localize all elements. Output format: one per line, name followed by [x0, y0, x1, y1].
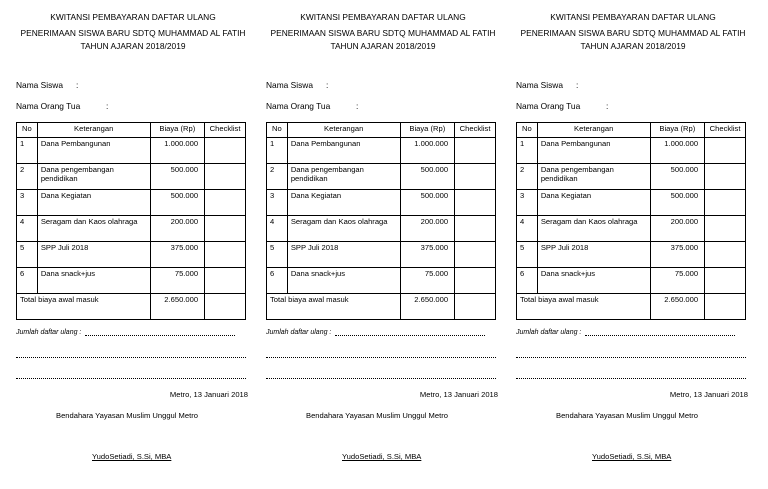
receipt-2	[250, 0, 500, 489]
row-no: 6	[517, 268, 538, 294]
table-row	[267, 268, 496, 294]
row-no: 5	[517, 242, 538, 268]
parent-name-label: Nama Orang Tua	[516, 101, 581, 111]
row-checklist	[705, 268, 746, 294]
header-description: Keterangan	[537, 123, 650, 138]
row-checklist	[205, 216, 246, 242]
row-description: SPP Juli 2018	[37, 242, 150, 268]
table-row	[17, 268, 246, 294]
row-checklist	[705, 216, 746, 242]
receipt-3	[500, 0, 750, 489]
parent-name-label: Nama Orang Tua	[266, 101, 331, 111]
dotted-line	[266, 350, 496, 358]
total-amount: 2.650.000	[650, 294, 705, 320]
row-description: Seragam dan Kaos olahraga	[37, 216, 150, 242]
row-checklist	[455, 164, 496, 190]
student-name-field	[516, 80, 579, 90]
row-description: Dana snack+jus	[37, 268, 150, 294]
colon: :	[576, 80, 579, 90]
row-description: Dana snack+jus	[287, 268, 400, 294]
row-amount: 500.000	[650, 164, 705, 190]
row-amount: 200.000	[150, 216, 205, 242]
row-description: Dana Pembangunan	[537, 138, 650, 164]
parent-name-label: Nama Orang Tua	[16, 101, 81, 111]
table-row	[517, 242, 746, 268]
header-description: Keterangan	[287, 123, 400, 138]
row-checklist	[205, 242, 246, 268]
treasurer-title: Bendahara Yayasan Muslim Unggul Metro	[556, 411, 698, 420]
dotted-line	[85, 328, 235, 336]
total-checklist	[705, 294, 746, 320]
row-amount: 500.000	[150, 164, 205, 190]
parent-name-field	[16, 101, 109, 111]
dotted-line	[516, 350, 746, 358]
row-amount: 375.000	[650, 242, 705, 268]
table-row	[517, 164, 746, 190]
row-amount: 500.000	[150, 190, 205, 216]
header-description: Keterangan	[37, 123, 150, 138]
table-row	[17, 164, 246, 190]
row-amount: 375.000	[400, 242, 455, 268]
table-row	[517, 268, 746, 294]
table-row	[17, 216, 246, 242]
total-label: Total biaya awal masuk	[517, 294, 651, 320]
dotted-line	[16, 371, 246, 379]
payment-amount-label: Jumlah daftar ulang :	[266, 329, 332, 336]
table-total-row	[267, 294, 496, 320]
row-description: SPP Juli 2018	[537, 242, 650, 268]
receipt-title-line2: PENERIMAAN SISWA BARU SDTQ MUHAMMAD AL FATIH	[20, 28, 246, 38]
row-checklist	[455, 190, 496, 216]
dotted-line	[266, 371, 496, 379]
row-checklist	[455, 138, 496, 164]
row-no: 4	[17, 216, 38, 242]
treasurer-title: Bendahara Yayasan Muslim Unggul Metro	[56, 411, 198, 420]
header-amount: Biaya (Rp)	[650, 123, 705, 138]
payment-amount-label: Jumlah daftar ulang :	[16, 329, 82, 336]
row-description: Dana pengembangan pendidikan	[287, 164, 400, 190]
row-no: 1	[267, 138, 288, 164]
table-row	[267, 242, 496, 268]
row-description: Dana Kegiatan	[37, 190, 150, 216]
row-description: Dana Pembangunan	[37, 138, 150, 164]
dotted-line-row	[516, 371, 748, 379]
student-name-field	[266, 80, 329, 90]
receipt-title-line1: KWITANSI PEMBAYARAN DAFTAR ULANG	[550, 12, 716, 22]
payment-amount-label: Jumlah daftar ulang :	[516, 329, 582, 336]
total-checklist	[455, 294, 496, 320]
signer-name: YudoSetiadi, S.Si, MBA	[592, 452, 672, 461]
receipt-title-line3: TAHUN AJARAN 2018/2019	[580, 41, 686, 51]
total-label: Total biaya awal masuk	[17, 294, 151, 320]
row-amount: 200.000	[400, 216, 455, 242]
colon: :	[76, 80, 79, 90]
place-date: Metro, 13 Januari 2018	[169, 390, 248, 399]
colon: :	[326, 80, 329, 90]
header-checklist: Checklist	[205, 123, 246, 138]
receipt-title-line3: TAHUN AJARAN 2018/2019	[80, 41, 186, 51]
row-no: 6	[267, 268, 288, 294]
row-checklist	[455, 216, 496, 242]
row-description: SPP Juli 2018	[287, 242, 400, 268]
place-date: Metro, 13 Januari 2018	[419, 390, 498, 399]
total-label: Total biaya awal masuk	[267, 294, 401, 320]
row-checklist	[705, 242, 746, 268]
row-description: Seragam dan Kaos olahraga	[537, 216, 650, 242]
header-no: No	[267, 123, 288, 138]
row-no: 3	[517, 190, 538, 216]
table-row	[267, 216, 496, 242]
row-amount: 500.000	[400, 164, 455, 190]
table-row	[517, 216, 746, 242]
header-amount: Biaya (Rp)	[400, 123, 455, 138]
row-description: Dana Kegiatan	[287, 190, 400, 216]
row-checklist	[205, 190, 246, 216]
row-amount: 1.000.000	[150, 138, 205, 164]
row-no: 5	[267, 242, 288, 268]
table-row	[517, 190, 746, 216]
row-amount: 500.000	[650, 190, 705, 216]
row-description: Dana Kegiatan	[537, 190, 650, 216]
table-row	[267, 190, 496, 216]
total-checklist	[205, 294, 246, 320]
header-checklist: Checklist	[705, 123, 746, 138]
row-no: 5	[17, 242, 38, 268]
row-checklist	[205, 164, 246, 190]
table-header-row	[17, 123, 246, 138]
dotted-line-row	[516, 350, 748, 358]
row-amount: 75.000	[400, 268, 455, 294]
dotted-line-row	[266, 350, 498, 358]
row-amount: 1.000.000	[650, 138, 705, 164]
dotted-line	[585, 328, 735, 336]
row-checklist	[705, 138, 746, 164]
dotted-line	[516, 371, 746, 379]
row-checklist	[455, 268, 496, 294]
colon: :	[106, 101, 109, 111]
row-no: 3	[17, 190, 38, 216]
receipt-title-line2: PENERIMAAN SISWA BARU SDTQ MUHAMMAD AL FATIH	[520, 28, 746, 38]
table-total-row	[517, 294, 746, 320]
row-checklist	[705, 190, 746, 216]
row-amount: 500.000	[400, 190, 455, 216]
table-row	[17, 190, 246, 216]
fee-table	[266, 122, 496, 320]
row-description: Dana snack+jus	[537, 268, 650, 294]
row-amount: 375.000	[150, 242, 205, 268]
row-amount: 1.000.000	[400, 138, 455, 164]
fee-table	[516, 122, 746, 320]
total-amount: 2.650.000	[150, 294, 205, 320]
place-date: Metro, 13 Januari 2018	[669, 390, 748, 399]
total-amount: 2.650.000	[400, 294, 455, 320]
colon: :	[606, 101, 609, 111]
dotted-line	[16, 350, 246, 358]
parent-name-field	[516, 101, 609, 111]
payment-amount-line	[16, 328, 248, 336]
row-no: 3	[267, 190, 288, 216]
colon: :	[356, 101, 359, 111]
student-name-label: Nama Siswa	[266, 80, 314, 90]
student-name-label: Nama Siswa	[16, 80, 64, 90]
student-name-field	[16, 80, 79, 90]
row-no: 6	[17, 268, 38, 294]
signer-name: YudoSetiadi, S.Si, MBA	[342, 452, 422, 461]
dotted-line-row	[16, 371, 248, 379]
row-description: Dana pengembangan pendidikan	[537, 164, 650, 190]
row-checklist	[455, 242, 496, 268]
row-checklist	[205, 268, 246, 294]
header-no: No	[517, 123, 538, 138]
row-description: Seragam dan Kaos olahraga	[287, 216, 400, 242]
receipt-title-line3: TAHUN AJARAN 2018/2019	[330, 41, 436, 51]
row-no: 2	[267, 164, 288, 190]
dotted-line	[335, 328, 485, 336]
dotted-line-row	[16, 350, 248, 358]
parent-name-field	[266, 101, 359, 111]
student-name-label: Nama Siswa	[516, 80, 564, 90]
row-amount: 200.000	[650, 216, 705, 242]
row-checklist	[705, 164, 746, 190]
dotted-line-row	[266, 371, 498, 379]
header-amount: Biaya (Rp)	[150, 123, 205, 138]
header-checklist: Checklist	[455, 123, 496, 138]
table-total-row	[17, 294, 246, 320]
receipt-title-line1: KWITANSI PEMBAYARAN DAFTAR ULANG	[300, 12, 466, 22]
receipt-title-line1: KWITANSI PEMBAYARAN DAFTAR ULANG	[50, 12, 216, 22]
row-checklist	[205, 138, 246, 164]
row-no: 2	[17, 164, 38, 190]
table-row	[517, 138, 746, 164]
receipt-title-line2: PENERIMAAN SISWA BARU SDTQ MUHAMMAD AL FATIH	[270, 28, 496, 38]
payment-amount-line	[516, 328, 748, 336]
row-no: 2	[517, 164, 538, 190]
receipt-1	[0, 0, 250, 489]
row-no: 4	[517, 216, 538, 242]
row-no: 1	[517, 138, 538, 164]
signer-name: YudoSetiadi, S.Si, MBA	[92, 452, 172, 461]
table-row	[267, 164, 496, 190]
fee-table	[16, 122, 246, 320]
row-amount: 75.000	[150, 268, 205, 294]
table-row	[17, 242, 246, 268]
table-row	[17, 138, 246, 164]
row-description: Dana pengembangan pendidikan	[37, 164, 150, 190]
row-no: 1	[17, 138, 38, 164]
row-no: 4	[267, 216, 288, 242]
table-header-row	[517, 123, 746, 138]
table-header-row	[267, 123, 496, 138]
row-amount: 75.000	[650, 268, 705, 294]
payment-amount-line	[266, 328, 498, 336]
treasurer-title: Bendahara Yayasan Muslim Unggul Metro	[306, 411, 448, 420]
table-row	[267, 138, 496, 164]
header-no: No	[17, 123, 38, 138]
row-description: Dana Pembangunan	[287, 138, 400, 164]
